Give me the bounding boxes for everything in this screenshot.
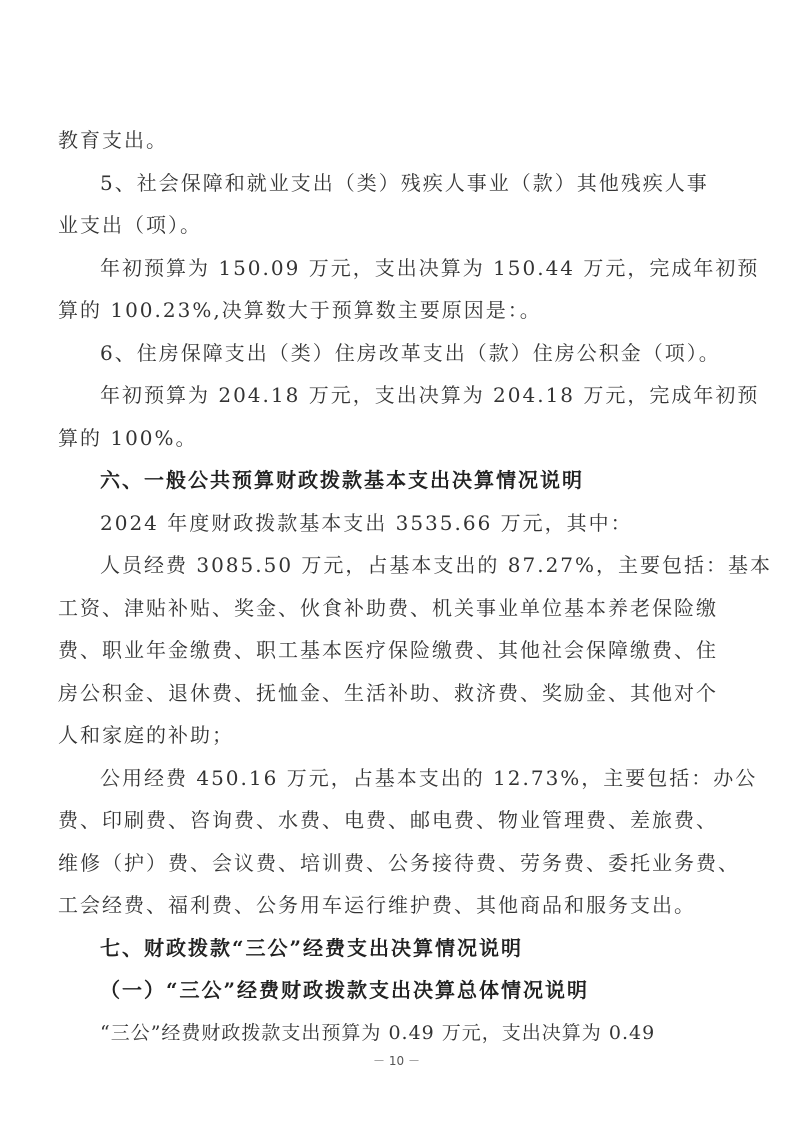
section-heading: 七、财政拨款“三公”经费支出决算情况说明 xyxy=(100,936,524,960)
text-line: 算的 100.23%,决算数大于预算数主要原因是：。 xyxy=(58,298,542,322)
text-line: 2024 年度财政拨款基本支出 3535.66 万元，其中： xyxy=(100,511,633,535)
text-line: 维修（护）费、会议费、培训费、公务接待费、劳务费、委托业务费、 xyxy=(58,851,740,875)
text-line: 房公积金、退休费、抚恤金、生活补助、救济费、奖励金、其他对个 xyxy=(58,681,718,705)
text-line: 人和家庭的补助； xyxy=(58,723,234,747)
text-line: 工资、津贴补贴、奖金、伙食补助费、机关事业单位基本养老保险缴 xyxy=(58,596,718,620)
page-number: － 10 － xyxy=(373,1054,420,1068)
text-line: 业支出（项）。 xyxy=(58,213,202,237)
text-line: 费、印刷费、咨询费、水费、电费、邮电费、物业管理费、差旅费、 xyxy=(58,808,718,832)
text-line: 教育支出。 xyxy=(58,128,168,152)
text-line: 人员经费 3085.50 万元，占基本支出的 87.27%，主要包括：基本 xyxy=(100,553,773,577)
text-line: “三公”经费财政拨款支出预算为 0.49 万元，支出决算为 0.49 xyxy=(100,1022,656,1044)
section-heading: 六、一般公共预算财政拨款基本支出决算情况说明 xyxy=(100,468,584,492)
text-line: 算的 100%。 xyxy=(58,426,198,450)
text-line: 费、职业年金缴费、职工基本医疗保险缴费、其他社会保障缴费、住 xyxy=(58,638,718,662)
text-line: 公用经费 450.16 万元，占基本支出的 12.73%，主要包括：办公 xyxy=(100,766,758,790)
text-line: 5、社会保障和就业支出（类）残疾人事业（款）其他残疾人事 xyxy=(100,171,709,195)
text-line: 6、住房保障支出（类）住房改革支出（款）住房公积金（项）。 xyxy=(100,341,721,365)
text-line: 年初预算为 204.18 万元，支出决算为 204.18 万元，完成年初预 xyxy=(100,383,760,407)
subsection-heading: （一）“三公”经费财政拨款支出决算总体情况说明 xyxy=(100,978,590,1002)
text-line: 年初预算为 150.09 万元，支出决算为 150.44 万元，完成年初预 xyxy=(100,256,760,280)
text-line: 工会经费、福利费、公务用车运行维护费、其他商品和服务支出。 xyxy=(58,893,696,917)
